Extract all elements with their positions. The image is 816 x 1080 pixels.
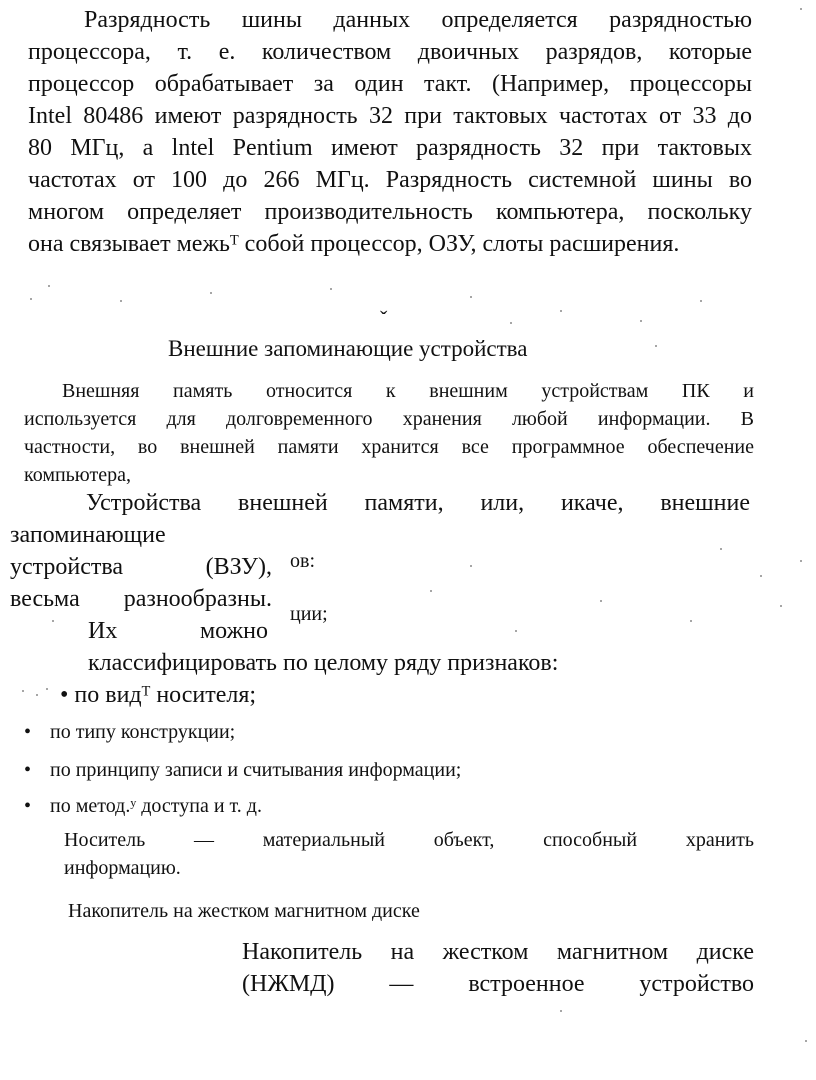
- text-line: используется для долговременного хранения любой информации. В: [24, 408, 754, 430]
- paragraph-line: [10, 554, 272, 581]
- bullet-marker: •: [24, 721, 32, 743]
- paragraph-line: [88, 618, 268, 645]
- list-item: [24, 759, 461, 782]
- text-line: Накопитель на жестком магнитном диске: [242, 939, 754, 965]
- paragraph-carrier: [64, 826, 754, 882]
- text-line: 80 МГц, а lntel Pentium имеют разрядность 32 при тактовых: [28, 135, 752, 161]
- list-item-text: по метод.ʸ доступа и т. д.: [50, 795, 262, 817]
- text-line: запоминающие: [10, 522, 166, 548]
- text-line: частотах от 100 до 266 МГц. Разрядность системной шины во: [28, 167, 752, 193]
- text-line: Разрядность шины данных определяется разрядностью: [84, 7, 752, 33]
- text-line: многом определяет производительность компьютера, поскольку: [28, 199, 752, 225]
- text-line: весьма разнообразны.: [10, 586, 272, 612]
- section-caption: Накопитель на жестком магнитном диске: [68, 900, 420, 922]
- text-line: (НЖМД) — встроенное устройство: [242, 971, 754, 997]
- bullet-marker: •: [24, 759, 32, 781]
- text-line: процессор обрабатывает за один такт. (Например, процессоры: [28, 71, 752, 97]
- text-fragment: ов:: [290, 550, 315, 572]
- section-heading: Внешние запоминающие устройства: [168, 336, 528, 361]
- text-line: Носитель — материальный объект, способный хранить: [64, 829, 754, 851]
- text-line: компьютера,: [24, 464, 131, 486]
- paragraph-bus-width: [28, 4, 752, 260]
- paragraph-line: [86, 490, 750, 517]
- list-item: [24, 721, 235, 744]
- list-item-text: по типу конструкции;: [50, 721, 236, 743]
- text-fragment: ции;: [290, 603, 328, 625]
- text-line: классифицировать по целому ряду признаков:: [88, 650, 559, 676]
- text-line: Их можно: [88, 618, 268, 644]
- paragraph-line: [10, 586, 272, 613]
- stray-mark: ˇ: [380, 306, 388, 331]
- bullet-marker: •: [24, 795, 32, 817]
- text-line: частности, во внешней памяти хранится все программное обеспечение: [24, 436, 754, 458]
- text-line: процессора, т. е. количеством двоичных разрядов, которые: [28, 39, 752, 65]
- paragraph-external-memory: [24, 377, 754, 489]
- text-line: Устройства внешней памяти, или, икаче, внешние: [86, 490, 750, 516]
- list-item-text: по видᵀ носителя;: [74, 682, 257, 708]
- paragraph-hdd: [242, 936, 754, 1000]
- text-line: Внешняя память относится к внешним устройствам ПК и: [62, 380, 754, 402]
- text-line: устройства (ВЗУ),: [10, 554, 272, 580]
- bullet-marker: •: [60, 682, 69, 708]
- list-item-text: по принципу записи и считывания информации;: [50, 759, 462, 781]
- text-line: Intel 80486 имеют разрядность 32 при тактовых частотах от 33 до: [28, 103, 752, 129]
- list-item: [24, 795, 262, 818]
- text-line: информацию.: [64, 857, 181, 879]
- list-item: [60, 682, 256, 709]
- text-line: она связывает межьᵀ собой процессор, ОЗУ, слоты расширения.: [28, 231, 680, 257]
